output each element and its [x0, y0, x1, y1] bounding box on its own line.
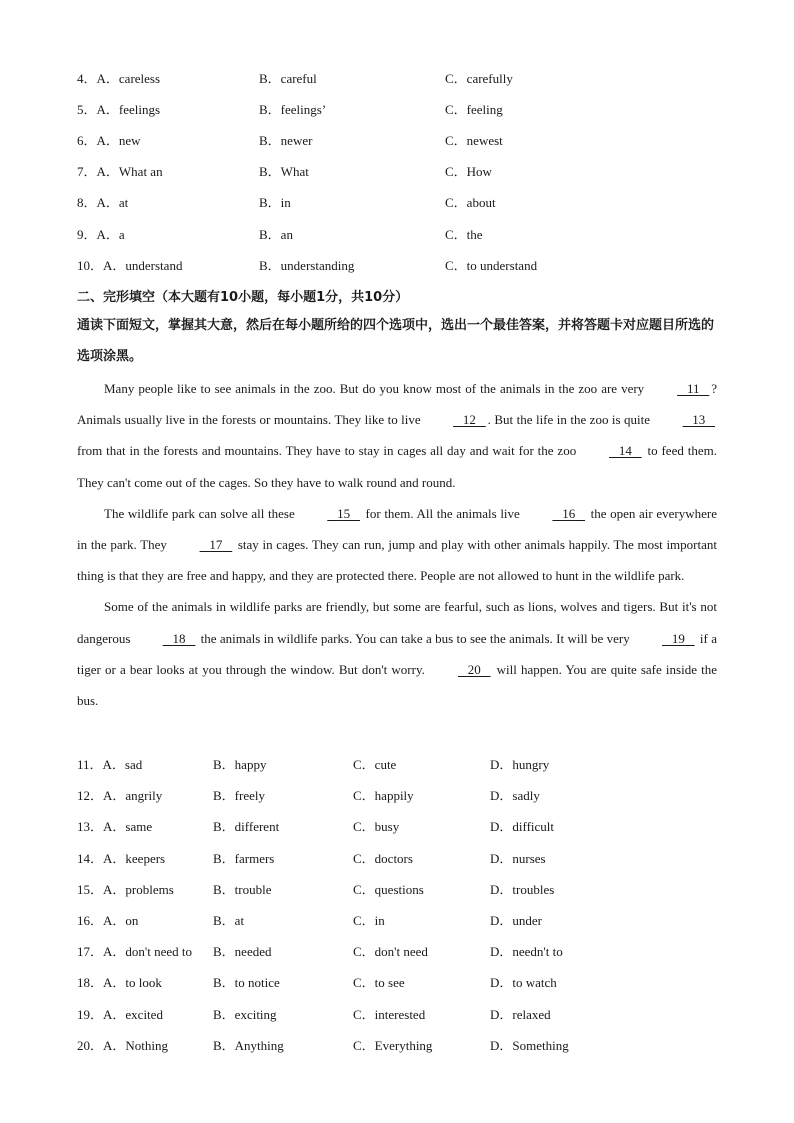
option-a[interactable]: 9．A．a — [77, 227, 125, 242]
option-d[interactable]: D．hungry — [490, 757, 550, 772]
option-c[interactable]: C．doctors — [353, 851, 413, 866]
option-a[interactable]: 12．A．angrily — [77, 788, 163, 803]
option-c[interactable]: C．about — [445, 195, 496, 210]
option-b[interactable]: B．feelings’ — [259, 102, 327, 117]
blank-11: 11 — [686, 381, 700, 396]
option-c[interactable]: C．carefully — [445, 71, 513, 86]
option-b[interactable]: B．Anything — [213, 1038, 284, 1053]
question-row — [77, 910, 757, 930]
option-d[interactable]: D．troubles — [490, 882, 555, 897]
option-b[interactable]: B．What — [259, 164, 309, 179]
option-d[interactable]: D．sadly — [490, 788, 540, 803]
option-a[interactable]: 4．A．careless — [77, 71, 161, 86]
option-a[interactable]: 11．A．sad — [77, 757, 143, 772]
paragraph-1: Many people like to see animals in the zoo. But do you know most of the animals in the zoo are very 11 ? Animals usually live in the forests or mountains. They like to live 12 . But the life in the zoo is quite 13 from that in the forests and mountains. They have to stay in cages all day and wait for the zoo 14 to feed them. They can't come out of the cages. So they have to walk round and round. — [77, 373, 717, 498]
option-c[interactable]: C．questions — [353, 882, 424, 897]
option-a[interactable]: 7．A．What an — [77, 164, 163, 179]
option-d[interactable]: D．needn't to — [490, 944, 563, 959]
option-b[interactable]: B．trouble — [213, 882, 272, 897]
question-row — [77, 879, 757, 899]
option-b[interactable]: B．careful — [259, 71, 317, 86]
option-c[interactable]: C．busy — [353, 819, 400, 834]
option-a[interactable]: 19．A．excited — [77, 1007, 163, 1022]
blank-20: 20 — [467, 661, 481, 677]
option-d[interactable]: D．under — [490, 913, 542, 928]
question-row — [77, 99, 757, 119]
option-b[interactable]: B．at — [213, 913, 245, 928]
option-a[interactable]: 18．A．to look — [77, 975, 162, 990]
question-row — [77, 816, 757, 836]
question-row — [77, 941, 757, 961]
option-a[interactable]: 6．A．new — [77, 133, 141, 148]
option-a[interactable]: 5．A．feelings — [77, 102, 161, 117]
blank-15: 15 — [337, 505, 351, 521]
blank-12: 12 — [462, 412, 476, 428]
blank-13: 13 — [692, 412, 706, 428]
option-a[interactable]: 13．A．same — [77, 819, 153, 834]
question-row — [77, 192, 757, 212]
option-a[interactable]: 17．A．don't need to — [77, 944, 193, 959]
blank-18: 18 — [172, 630, 186, 646]
question-row — [77, 754, 757, 774]
question-row — [77, 255, 757, 275]
option-a[interactable]: 15．A．problems — [77, 882, 174, 897]
option-c[interactable]: C．newest — [445, 133, 503, 148]
option-c[interactable]: C．cute — [353, 757, 397, 772]
option-b[interactable]: B．needed — [213, 944, 272, 959]
question-row — [77, 130, 757, 150]
question-row — [77, 1035, 757, 1055]
paragraph-2: The wildlife park can solve all these 15 for them. All the animals live 16 the open air everywhere in the park. They 17 stay in cages. They can run, jump and play with other animals happily. The most important thing is that they are free and happy, and they are protected there. People are not allowed to hunt in the wildlife park. — [77, 498, 717, 592]
section-title: 二、完形填空（本大题有10小题，每小题1分，共10分） — [77, 290, 409, 305]
option-d[interactable]: D．nurses — [490, 851, 546, 866]
option-b[interactable]: B．in — [259, 195, 291, 210]
question-row — [77, 224, 757, 244]
option-c[interactable]: C．don't need — [353, 944, 428, 959]
option-c[interactable]: C．to see — [353, 975, 405, 990]
option-a[interactable]: 20．A．Nothing — [77, 1038, 169, 1053]
option-a[interactable]: 10．A．understand — [77, 258, 183, 273]
option-c[interactable]: C．to understand — [445, 258, 538, 273]
blank-19: 19 — [671, 630, 685, 646]
option-d[interactable]: D．difficult — [490, 819, 555, 834]
option-b[interactable]: B．happy — [213, 757, 267, 772]
option-b[interactable]: B．different — [213, 819, 280, 834]
question-row — [77, 1004, 757, 1024]
option-c[interactable]: C．feeling — [445, 102, 503, 117]
option-a[interactable]: 16．A．on — [77, 913, 139, 928]
option-b[interactable]: B．farmers — [213, 851, 275, 866]
option-b[interactable]: B．freely — [213, 788, 265, 803]
option-d[interactable]: D．Something — [490, 1038, 569, 1053]
blank-14: 14 — [618, 443, 632, 459]
option-c[interactable]: C．happily — [353, 788, 414, 803]
option-c[interactable]: C．How — [445, 164, 492, 179]
question-row — [77, 68, 757, 88]
option-c[interactable]: C．interested — [353, 1007, 426, 1022]
question-row — [77, 848, 757, 868]
cloze-passage — [77, 373, 717, 716]
option-c[interactable]: C．in — [353, 913, 385, 928]
option-b[interactable]: B．to notice — [213, 975, 280, 990]
option-a[interactable]: 8．A．at — [77, 195, 129, 210]
option-b[interactable]: B．exciting — [213, 1007, 277, 1022]
question-row — [77, 785, 757, 805]
option-b[interactable]: B．newer — [259, 133, 313, 148]
section-instruction: 通读下面短文，掌握其大意，然后在每小题所给的四个选项中，选出一个最佳答案，并将答题卡对应题目所选的选项涂黑。 — [77, 318, 715, 364]
option-a[interactable]: 14．A．keepers — [77, 851, 166, 866]
option-c[interactable]: C．the — [445, 227, 483, 242]
question-row — [77, 972, 757, 992]
blank-16: 16 — [562, 505, 576, 521]
blank-17: 17 — [209, 537, 223, 553]
option-c[interactable]: C．Everything — [353, 1038, 433, 1053]
option-b[interactable]: B．an — [259, 227, 293, 242]
paragraph-3: Some of the animals in wildlife parks are friendly, but some are fearful, such as lions, wolves and tigers. But it's not dangerous 18 the animals in wildlife parks. You can take a bus to see the animals. It will be very 19 if a tiger or a bear looks at you through the window. But don't worry. 20 will happen. You are quite safe inside the bus. — [77, 599, 718, 709]
option-b[interactable]: B．understanding — [259, 258, 355, 273]
question-row — [77, 161, 757, 181]
option-d[interactable]: D．relaxed — [490, 1007, 551, 1022]
option-d[interactable]: D．to watch — [490, 975, 557, 990]
